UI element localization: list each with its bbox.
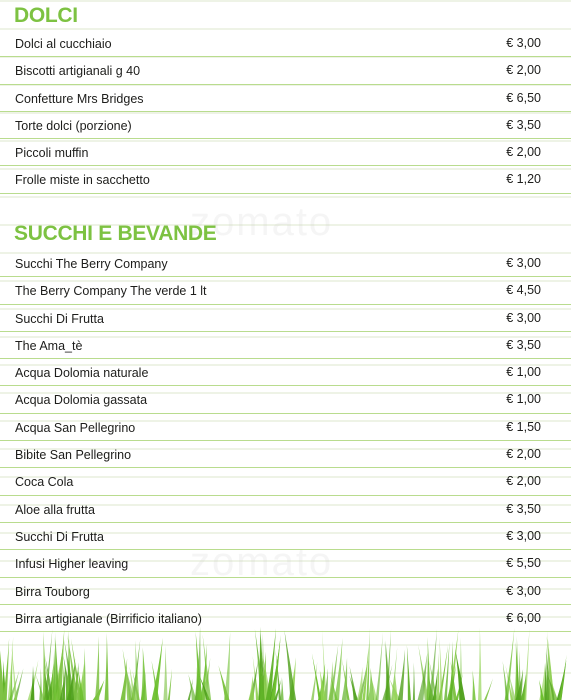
menu-item-price: € 1,00 bbox=[506, 365, 541, 380]
menu-item-row bbox=[0, 277, 571, 304]
grass-blade bbox=[472, 670, 475, 700]
menu-item-row bbox=[0, 386, 571, 413]
menu-item-name: Acqua San Pellegrino bbox=[15, 420, 136, 435]
menu-item-name: Coca Cola bbox=[15, 475, 74, 490]
watermark: zomato bbox=[190, 540, 334, 584]
menu-item-name: Succhi Di Frutta bbox=[15, 529, 104, 544]
menu-item-price: € 3,50 bbox=[506, 501, 541, 516]
menu-item-row bbox=[0, 550, 571, 577]
menu-item-row bbox=[0, 250, 571, 277]
grass-blade bbox=[342, 658, 347, 700]
grass-blade bbox=[413, 662, 415, 700]
menu-item-row bbox=[0, 139, 571, 166]
menu-item-price: € 2,00 bbox=[506, 474, 541, 489]
menu-item-price: € 3,00 bbox=[506, 583, 541, 598]
menu-item-row bbox=[0, 578, 571, 605]
grass-blade bbox=[455, 649, 465, 700]
menu-item-price: € 6,50 bbox=[506, 90, 541, 105]
grass-blade bbox=[366, 628, 369, 700]
menu-item-name: Confetture Mrs Bridges bbox=[15, 91, 144, 106]
menu-item-price: € 5,50 bbox=[506, 556, 541, 571]
grass-blade bbox=[104, 633, 108, 700]
menu-item-name: Succhi Di Frutta bbox=[15, 311, 104, 326]
watermark: zomato bbox=[190, 200, 334, 244]
menu-item-price: € 2,00 bbox=[506, 447, 541, 462]
menu-item-price: € 2,00 bbox=[506, 145, 541, 160]
menu-item-price: € 3,50 bbox=[506, 337, 541, 352]
grass-blade bbox=[398, 649, 405, 700]
menu-item-name: Piccoli muffin bbox=[15, 146, 89, 161]
grass-blade bbox=[248, 676, 254, 700]
menu-item-row bbox=[0, 85, 571, 112]
menu-item-price: € 3,50 bbox=[506, 117, 541, 132]
menu-item-row bbox=[0, 414, 571, 441]
menu-item-name: Bibite San Pellegrino bbox=[15, 448, 132, 463]
menu-item-name: The Berry Company The verde 1 lt bbox=[15, 284, 207, 299]
grass-blade bbox=[141, 647, 147, 700]
menu-item-name: Birra Touborg bbox=[15, 584, 90, 599]
menu-item-row bbox=[0, 57, 571, 84]
grass-blade bbox=[484, 678, 493, 700]
menu-item-price: € 6,00 bbox=[506, 610, 541, 625]
menu-item-name: Acqua Dolomia gassata bbox=[15, 393, 148, 408]
menu-item-price: € 3,00 bbox=[506, 256, 541, 270]
menu-item-price: € 1,50 bbox=[506, 419, 541, 434]
grass-blade bbox=[407, 645, 411, 700]
grass-blade bbox=[447, 630, 458, 700]
grass-blade bbox=[357, 667, 363, 700]
dolci-list bbox=[0, 30, 571, 194]
menu-item-row bbox=[0, 30, 571, 57]
grass-blade bbox=[439, 637, 442, 700]
menu-item-row bbox=[0, 468, 571, 495]
grass-blade bbox=[8, 637, 13, 700]
menu-item-price: € 2,00 bbox=[506, 63, 541, 78]
grass-blade bbox=[95, 636, 99, 700]
grass-blade bbox=[284, 630, 296, 700]
menu-item-price: € 3,00 bbox=[506, 36, 541, 50]
menu-item-price: € 3,00 bbox=[506, 310, 541, 325]
succhi-list bbox=[0, 250, 571, 632]
menu-item-price: € 1,00 bbox=[506, 392, 541, 407]
menu-item-name: Dolci al cucchiaio bbox=[15, 37, 112, 51]
menu-item-row bbox=[0, 305, 571, 332]
menu-item-price: € 3,00 bbox=[506, 528, 541, 543]
grass-blade bbox=[376, 632, 383, 700]
menu-item-name: Torte dolci (porzione) bbox=[15, 118, 132, 133]
menu-item-name: Acqua Dolomia naturale bbox=[15, 366, 149, 381]
menu-item-row bbox=[0, 441, 571, 468]
menu-item-price: € 1,20 bbox=[506, 172, 541, 187]
menu-item-price: € 4,50 bbox=[506, 283, 541, 298]
grass-blade bbox=[349, 666, 357, 700]
menu-item-name: Biscotti artigianali g 40 bbox=[15, 64, 141, 79]
menu-item-name: Infusi Higher leaving bbox=[15, 557, 129, 572]
menu-item-row bbox=[0, 112, 571, 139]
menu-item-row bbox=[0, 332, 571, 359]
menu-item-name: Succhi The Berry Company bbox=[15, 257, 168, 271]
section-title-succhi: SUCCHI E BEVANDE bbox=[14, 222, 217, 245]
menu-item-row bbox=[0, 166, 571, 193]
menu-item-row bbox=[0, 496, 571, 523]
menu-item-name: Birra artigianale (Birrificio italiano) bbox=[15, 611, 202, 626]
grass-blade bbox=[163, 646, 167, 700]
menu-item-name: Frolle miste in sacchetto bbox=[15, 173, 150, 188]
menu-item-name: Aloe alla frutta bbox=[15, 502, 95, 517]
menu-item-row bbox=[0, 359, 571, 386]
grass-blade bbox=[328, 661, 333, 700]
grass-blade bbox=[478, 628, 482, 700]
grass-decoration bbox=[0, 625, 571, 700]
section-title-dolci: DOLCI bbox=[14, 4, 78, 27]
menu-item-name: The Ama_tè bbox=[15, 338, 83, 353]
menu-item-row bbox=[0, 523, 571, 550]
grass-blade bbox=[168, 669, 172, 700]
